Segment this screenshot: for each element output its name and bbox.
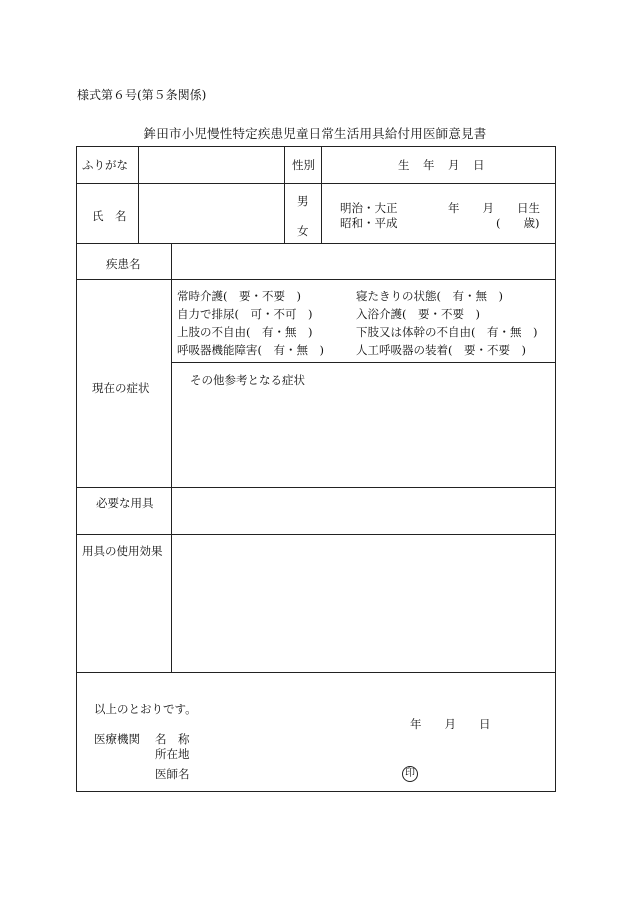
row-divider-name — [76, 243, 556, 244]
symptom-item: 寝たきりの状態( 有・無 ) — [356, 289, 503, 303]
seal-mark — [402, 765, 418, 782]
needed-equipment-label: 必要な用具 — [96, 496, 154, 510]
col-divider-label — [138, 146, 139, 243]
age-field: ( 歳) — [496, 216, 540, 230]
furigana-label: ふりがな — [82, 158, 128, 172]
symptom-item: 呼吸器機能障害( 有・無 ) — [177, 343, 324, 357]
col-divider-sex-right — [321, 146, 322, 243]
symptom-item: 人工呼吸器の装着( 要・不要 ) — [356, 343, 526, 357]
symptoms-label: 現在の症状 — [92, 381, 150, 395]
symptom-item: 常時介護( 要・不要 ) — [177, 289, 301, 303]
institution-name-label: 名 称 — [155, 732, 190, 746]
document-title: 鉾田市小児慢性特定疾患児童日常生活用具給付用医師意見書 — [143, 126, 487, 141]
row-divider-furigana — [76, 183, 556, 184]
sex-male: 男 — [297, 194, 309, 208]
row-divider-symptoms — [76, 487, 556, 488]
doctor-name-label: 医師名 — [155, 767, 190, 781]
seal-icon: 印 — [402, 766, 418, 782]
row-divider-effect — [76, 672, 556, 673]
institution-address-label: 所在地 — [155, 747, 190, 761]
era-showa-heisei: 昭和・平成 — [340, 216, 398, 230]
equipment-effect-label: 用具の使用効果 — [82, 544, 163, 558]
symptom-item: 下肢又は体幹の不自由( 有・無 ) — [356, 325, 538, 339]
era-meiji-taisho: 明治・大正 — [340, 201, 398, 215]
disease-label: 疾患名 — [106, 257, 141, 271]
institution-label: 医療機関 — [94, 732, 140, 746]
symptom-item: 入浴介護( 要・不要 ) — [356, 307, 480, 321]
statement-text: 以上のとおりです。 — [94, 702, 197, 716]
name-label: 氏 名 — [92, 209, 127, 223]
birth-ymd: 年 月 日生 — [448, 201, 540, 215]
other-symptoms-label: その他参考となる症状 — [190, 373, 305, 387]
row-divider-symptoms-checks — [171, 362, 556, 363]
col-divider-sex-left — [284, 146, 285, 243]
signature-date: 年 月 日 — [410, 717, 491, 731]
symptom-item: 自力で排尿( 可・不可 ) — [177, 307, 313, 321]
symptom-item: 上肢の不自由( 有・無 ) — [177, 325, 313, 339]
row-divider-needed — [76, 534, 556, 535]
row-divider-disease — [76, 279, 556, 280]
sex-female: 女 — [297, 224, 309, 238]
col-divider-lower — [171, 243, 172, 672]
birth-date-label: 生 年 月 日 — [398, 158, 486, 172]
form-number: 様式第６号(第５条関係) — [77, 88, 207, 102]
sex-label: 性別 — [292, 158, 315, 172]
